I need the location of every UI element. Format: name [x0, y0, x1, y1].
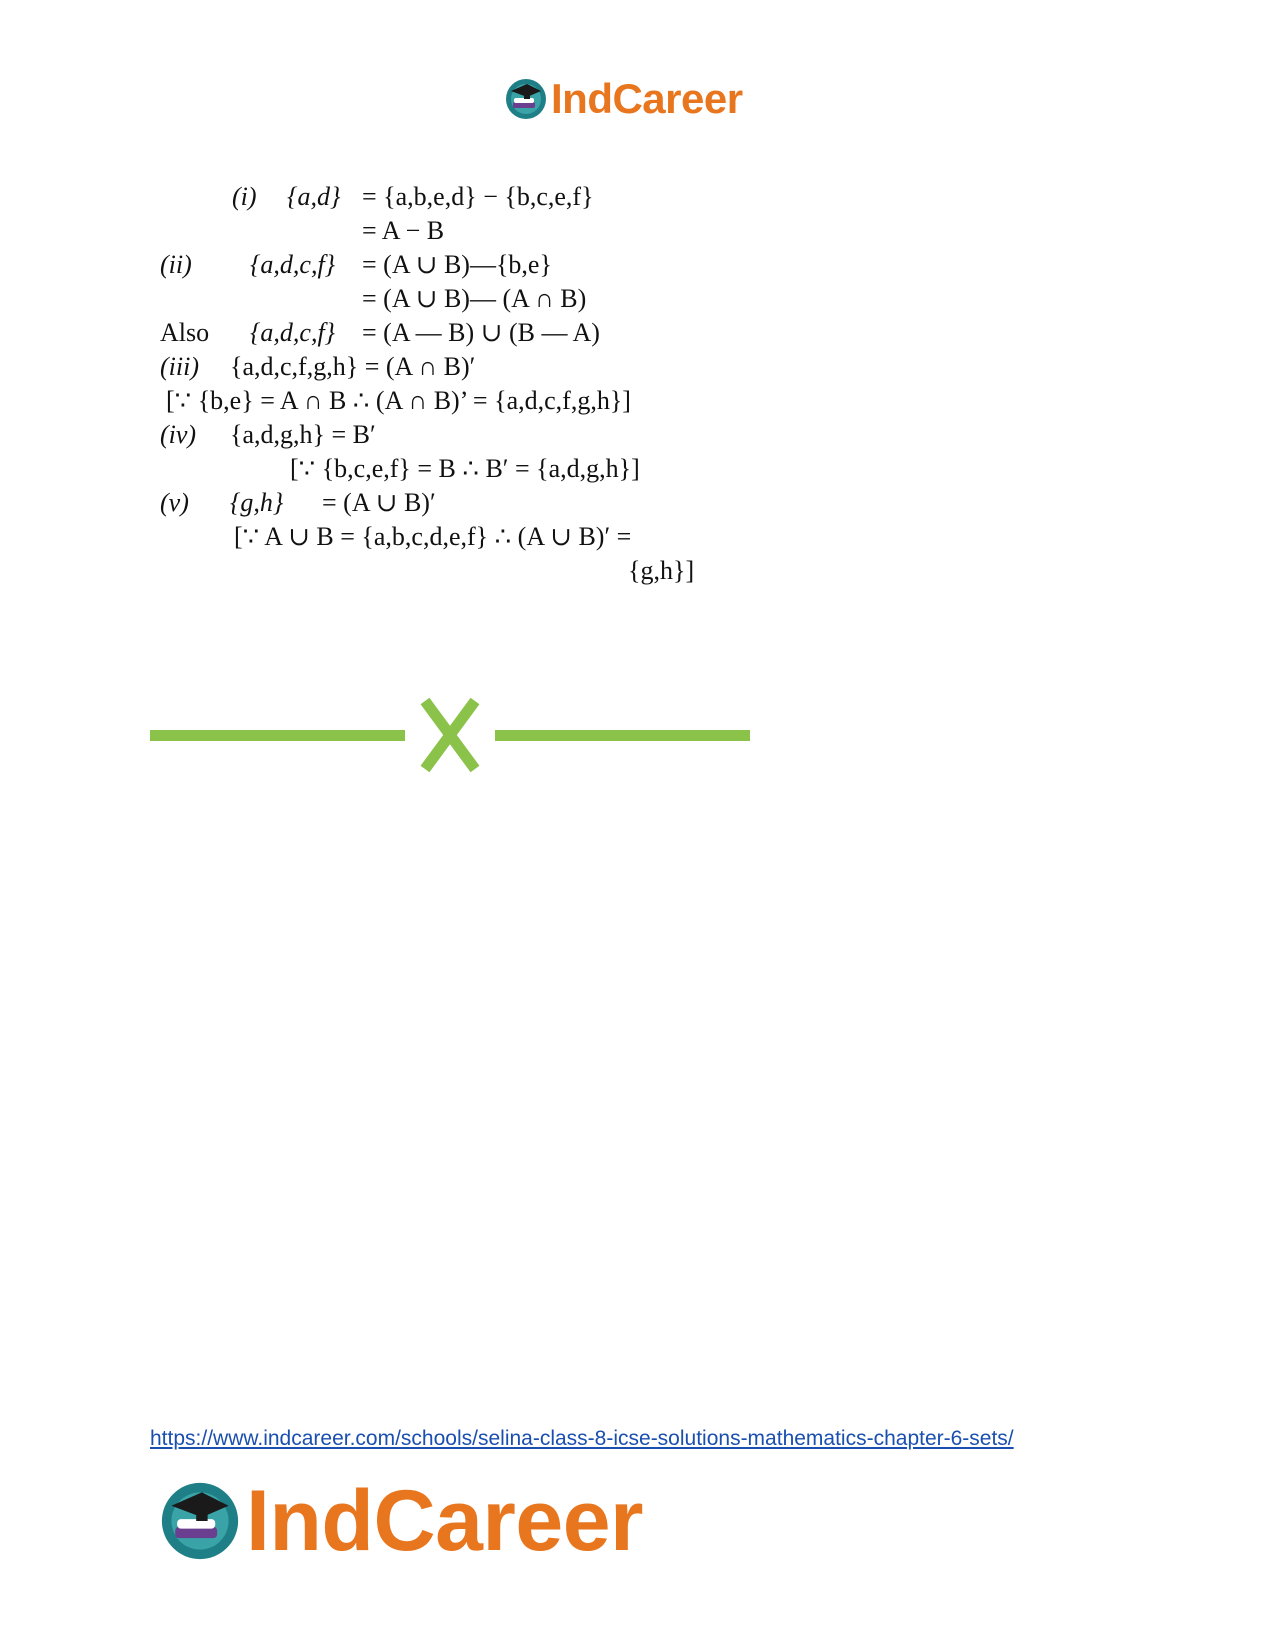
graduation-cap-globe-icon: [160, 1481, 240, 1561]
math-line-7: [∵ {b,e} = A ∩ B ∴ (A ∩ B)’ = {a,d,c,f,g,h}]: [166, 386, 631, 415]
math-line-8: {a,d,g,h} = B′: [230, 420, 376, 449]
math-line-12: {g,h}]: [628, 556, 695, 585]
math-line-3-rhs: = (A ∪ B)—{b,e}: [362, 250, 552, 279]
math-line-10-rhs: = (A ∪ B)′: [322, 488, 436, 517]
math-line-5-label: Also: [160, 318, 210, 347]
math-line-3-label: (ii): [160, 250, 192, 279]
source-url-link[interactable]: https://www.indcareer.com/schools/selina-class-8-icse-solutions-mathematics-chapter-6-sets/: [150, 1427, 1014, 1450]
footer-logo: [160, 1473, 643, 1569]
math-line-10-label: (v): [160, 488, 189, 517]
math-line-2: = A − B: [362, 216, 445, 245]
graduation-cap-globe-icon: [505, 78, 547, 120]
math-line-5-lhs: {a,d,c,f}: [250, 318, 336, 347]
math-line-4: = (A ∪ B)— (A ∩ B): [362, 284, 587, 313]
math-line-6-label: (iii): [160, 352, 199, 381]
math-line-9: [∵ {b,c,e,f} = B ∴ B′ = {a,d,g,h}]: [290, 454, 640, 483]
math-line-8-label: (iv): [160, 420, 197, 449]
math-line-5-rhs: = (A — B) ∪ (B — A): [362, 318, 600, 347]
math-line-6: {a,d,c,f,g,h} = (A ∩ B)′: [230, 352, 476, 381]
header-logo: [505, 75, 743, 122]
math-line-1: [232, 180, 340, 214]
math-line-3-lhs: {a,d,c,f}: [250, 250, 336, 279]
item-label: (i): [232, 182, 257, 211]
logo-text: IndCareer: [551, 75, 743, 122]
math-line-1-rhs: = {a,b,e,d} − {b,c,e,f}: [362, 182, 594, 211]
logo-text: IndCareer: [246, 1473, 643, 1569]
math-line-11: [∵ A ∪ B = {a,b,c,d,e,f} ∴ (A ∪ B)′ =: [234, 522, 632, 551]
math-line-10-lhs: {g,h}: [230, 488, 284, 517]
section-divider: [150, 695, 750, 780]
set-lhs: {a,d}: [287, 182, 341, 211]
